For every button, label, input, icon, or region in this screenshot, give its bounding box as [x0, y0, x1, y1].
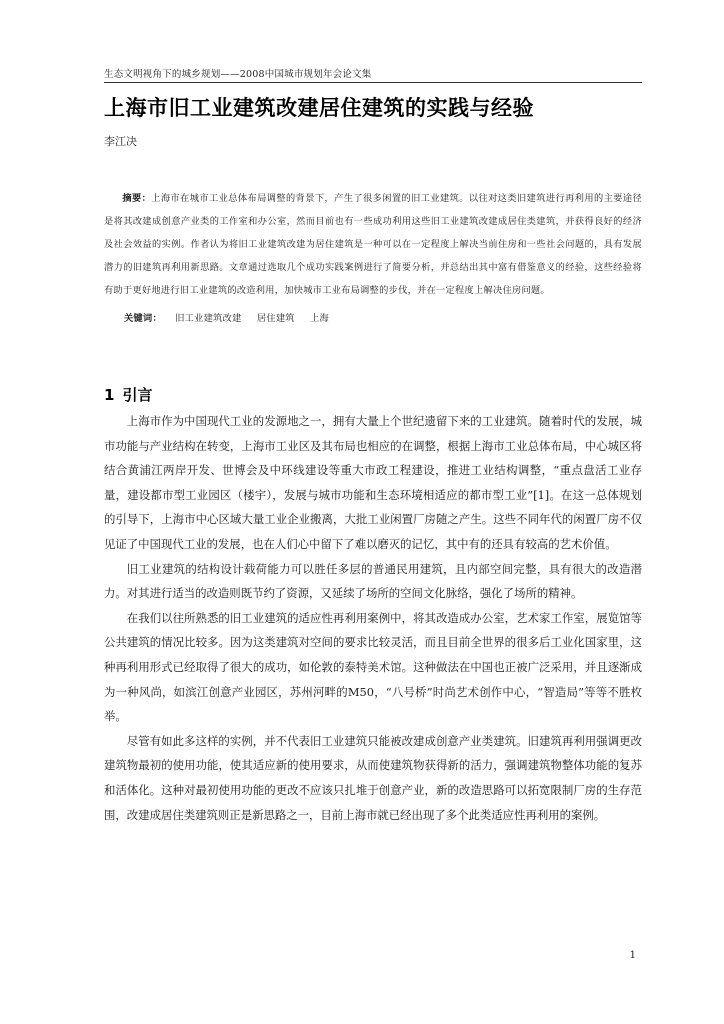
paper-title: 上海市旧工业建筑改建居住建筑的实践与经验	[104, 96, 534, 120]
running-header: 生态文明视角下的城乡规划——2008中国城市规划年会论文集	[104, 69, 372, 80]
keyword: 居住建筑	[256, 313, 295, 324]
section-number: 1	[104, 386, 115, 404]
abstract	[104, 187, 642, 302]
paragraph: 在我们以往所熟悉的旧工业建筑的适应性再利用案例中，将其改造成办公室，艺术家工作室，展览馆等公共建筑的情况比较多。因为这类建筑对空间的要求比较灵活，而且目前全世界的很多后工业化国家里，这种再利用形式已经取得了很大的成功，如伦敦的泰特美术馆。这种做法在中国也正被广泛采用，并且逐渐成为一种风尚，如滨江创意产业园区，苏州河畔的M50，“八号桥”时尚艺术创作中心，“智造局”等等不胜枚举。	[104, 610, 642, 724]
keyword: 旧工业建筑改建	[175, 313, 242, 324]
paragraph: 上海市作为中国现代工业的发源地之一，拥有大量上个世纪遗留下来的工业建筑。随着时代的发展，城市功能与产业结构在转变，上海市工业区及其布局也相应的在调整，根据上海市工业总体布局，中心城区将结合黄浦江两岸开发、世博会及中环线建设等重大市政工程建设，推进工业结构调整，“重点盘活工业存量，建设都市型工业园区（楼宇），发展与城市功能和生态环境相适应的都市型工业”[1]。在这一总体规划的引导下，上海市中心区域大量工业企业搬离，大批工业闲置厂房随之产生。这些不同年代的闲置厂房不仅见证了中国现代工业的发展，也在人们心中留下了难以磨灭的记忆，其中有的还具有较高的艺术价值。	[104, 414, 642, 551]
section-title: 引言	[122, 386, 153, 404]
paragraph: 旧工业建筑的结构设计载荷能力可以胜任多层的普通民用建筑，且内部空间完整，具有很大的改造潜力。对其进行适当的改造则既节约了资源，又延续了场所的空间文化脉络，强化了场所的精神。	[104, 561, 642, 601]
section-heading	[104, 384, 152, 405]
paragraph: 尽管有如此多这样的实例，并不代表旧工业建筑只能被改建成创意产业类建筑。旧建筑再利用强调更改建筑物最初的使用功能，使其适应新的使用要求，从而使建筑物获得新的活力，强调建筑物整体功能的复苏和活体化。这种对最初使用功能的更改不应该只扎堆于创意产业，新的改造思路可以拓宽限制厂房的生存范围，改建成居住类建筑则正是新思路之一，目前上海市就已经出现了多个此类适应性再利用的案例。	[104, 733, 642, 822]
abstract-text: 上海市在城市工业总体布局调整的背景下，产生了很多闲置的旧工业建筑。以往对这类旧建筑进行再利用的主要途径是将其改建成创意产业类的工作室和办公室，然而目前也有一些成功利用这些旧工业建筑改建成居住类建筑，并获得良好的经济及社会效益的实例。作者认为将旧工业建筑改建为居住建筑是一种可以在一定程度上解决当前住房和一些社会问题的，具有发展潜力的旧建筑再利用新思路。文章通过选取几个成功实践案例进行了简要分析，并总结出其中富有借鉴意义的经验，这些经验将有助于更好地进行旧工业建筑的改造利用，加快城市工业布局调整的步伐，并在一定程度上解决住房问题。	[104, 193, 642, 296]
body-text	[104, 409, 642, 827]
keywords-label: 关键词：	[124, 313, 162, 324]
page-number: 1	[629, 950, 636, 961]
keyword: 上海	[310, 313, 330, 324]
author: 李江决	[104, 135, 137, 148]
header-rule	[104, 82, 642, 83]
keywords	[104, 310, 341, 324]
abstract-label: 摘要：	[122, 193, 152, 204]
